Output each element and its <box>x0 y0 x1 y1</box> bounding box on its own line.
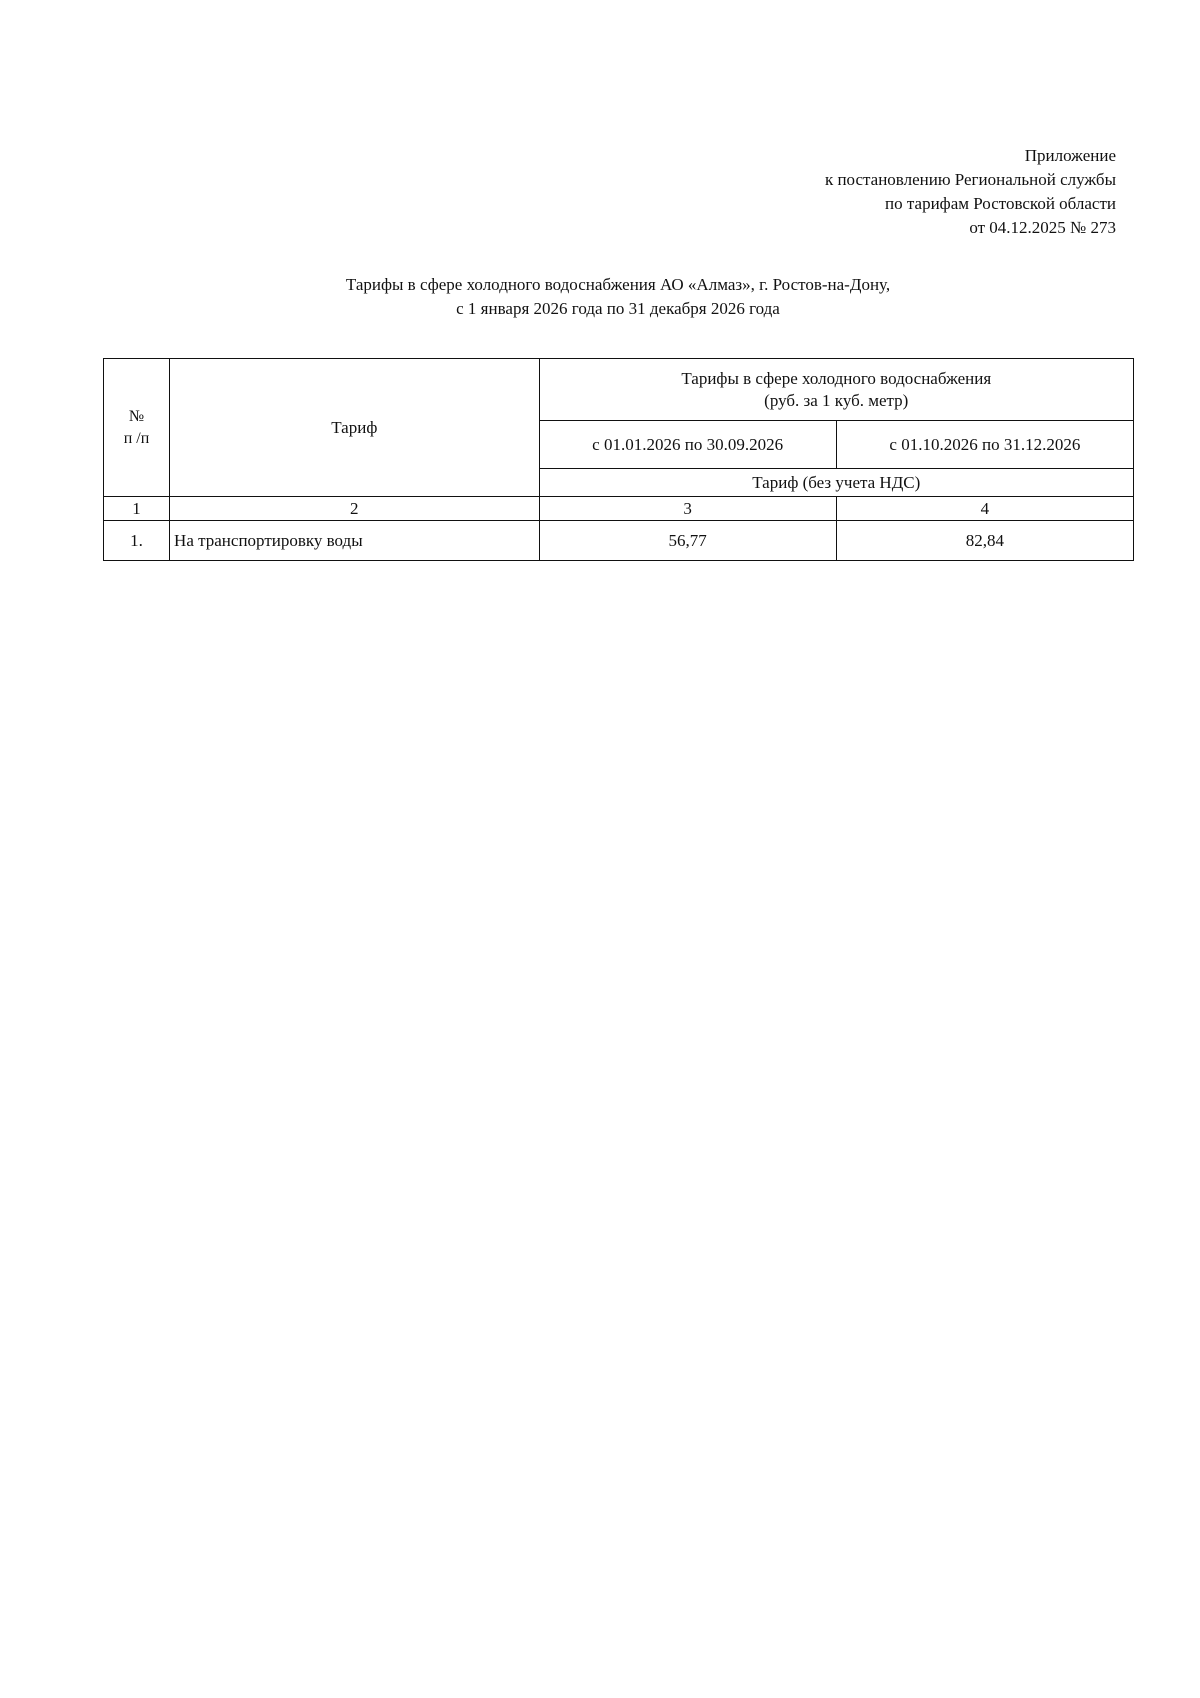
appendix-line: Приложение <box>1024 146 1116 165</box>
appendix-block <box>825 144 1116 240</box>
row-value-period-2: 82,84 <box>836 521 1133 561</box>
document-title <box>103 273 1133 321</box>
table-row <box>104 521 1134 561</box>
row-tariff-name: На транспортировку воды <box>170 521 539 561</box>
title-line: с 1 января 2026 года по 31 декабря 2026 года <box>456 299 780 318</box>
header-period-2: с 01.10.2026 по 31.12.2026 <box>836 421 1133 469</box>
column-number: 1 <box>104 497 170 521</box>
row-value-period-1: 56,77 <box>539 521 836 561</box>
header-group-cell <box>539 359 1133 421</box>
row-number: 1. <box>104 521 170 561</box>
column-number: 4 <box>836 497 1133 521</box>
tariff-table <box>103 358 1134 561</box>
appendix-line: по тарифам Ростовской области <box>885 194 1116 213</box>
header-group-unit: (руб. за 1 куб. метр) <box>764 390 909 410</box>
column-number: 2 <box>170 497 539 521</box>
header-row <box>104 359 1134 421</box>
header-number-abbrev: п /п <box>123 429 150 447</box>
header-group-title: Тарифы в сфере холодного водоснабжения <box>681 368 992 388</box>
header-period-1: с 01.01.2026 по 30.09.2026 <box>539 421 836 469</box>
header-no-vat: Тариф (без учета НДС) <box>539 469 1133 497</box>
header-number-cell <box>104 359 170 497</box>
column-number: 3 <box>539 497 836 521</box>
appendix-date-number: от 04.12.2025 № 273 <box>969 218 1116 237</box>
header-number-symbol: № <box>128 407 145 425</box>
title-line: Тарифы в сфере холодного водоснабжения АО «Алмаз», г. Ростов-на-Дону, <box>345 275 891 294</box>
header-tariff-cell: Тариф <box>170 359 539 497</box>
appendix-line: к постановлению Региональной службы <box>824 170 1116 189</box>
column-numbers-row <box>104 497 1134 521</box>
